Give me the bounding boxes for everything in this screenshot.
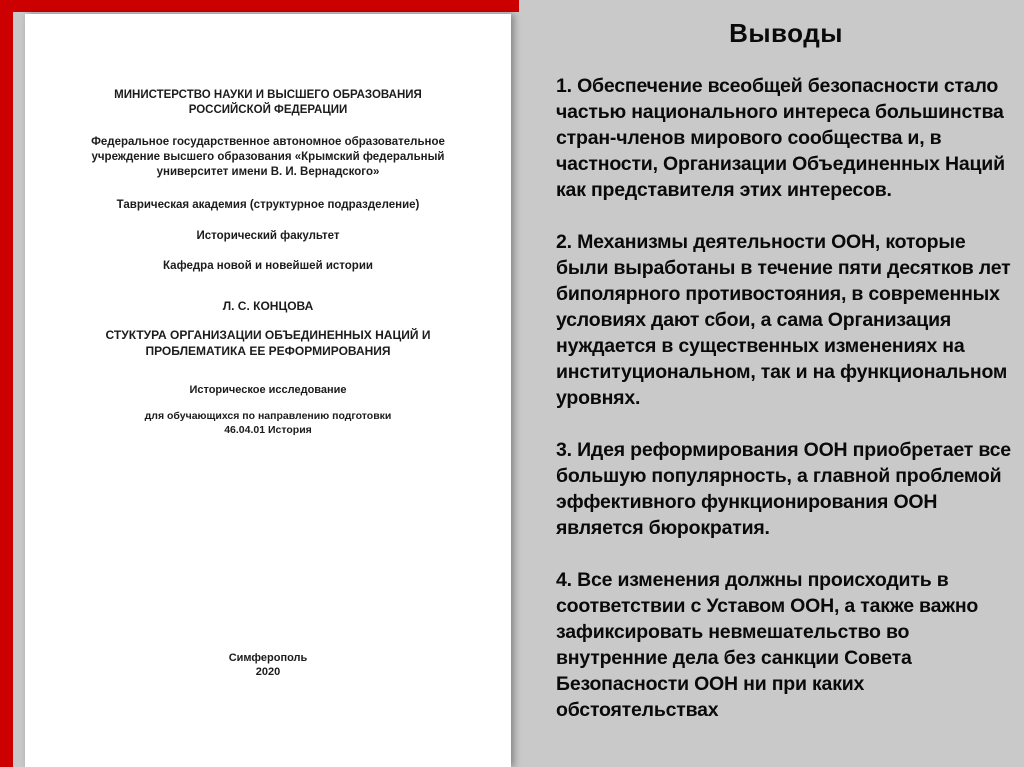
program-line: для обучающихся по направлению подготовки 46.04.01 История bbox=[144, 410, 392, 436]
city-line: Симферополь bbox=[228, 652, 308, 664]
red-left-border bbox=[0, 0, 13, 767]
year-line: 2020 bbox=[255, 666, 281, 678]
conclusion-item-2: 2. Механизмы деятельности ООН, которые были выработаны в течение пяти десятков лет биполярного противостояния, в современных условиях дают сбои, а сама Организация нуждается в существенных изменениях на институциональном, так и на функциональном уровнях. bbox=[556, 231, 1011, 409]
conclusion-item-3: 3. Идея реформирования ООН приобретает все большую популярность, а главной проблемой эффективного функционирования ООН является бюрократия. bbox=[556, 439, 1011, 539]
conclusions-panel bbox=[556, 18, 1016, 749]
author-line: Л. С. КОНЦОВА bbox=[222, 299, 314, 313]
academy-line: Таврическая академия (структурное подразделение) bbox=[116, 199, 420, 211]
conclusions-heading: Выводы bbox=[729, 18, 843, 48]
work-type-line: Историческое исследование bbox=[189, 384, 347, 396]
department-line: Кафедра новой и новейшей истории bbox=[163, 260, 373, 272]
document-title-page bbox=[25, 14, 511, 767]
work-title: СТУКТУРА ОРГАНИЗАЦИИ ОБЪЕДИНЕННЫХ НАЦИЙ И ПРОБЛЕМАТИКА ЕЕ РЕФОРМИРОВАНИЯ bbox=[105, 328, 431, 358]
ministry-line: МИНИСТЕРСТВО НАУКИ И ВЫСШЕГО ОБРАЗОВАНИЯ РОССИЙСКОЙ ФЕДЕРАЦИИ bbox=[114, 89, 422, 116]
conclusion-item-4: 4. Все изменения должны происходить в соответствии с Уставом ООН, а также важно зафиксировать невмешательство во внутренние дела без санкции Совета Безопасности ООН ни при каких обстоятельствах bbox=[556, 569, 979, 721]
institution-line: Федеральное государственное автономное образовательное учреждение высшего образования «Крымский федеральный университет имени В. И. Вернадского» bbox=[91, 136, 445, 178]
faculty-line: Исторический факультет bbox=[196, 230, 340, 242]
red-top-border bbox=[0, 0, 519, 12]
conclusion-item-1: 1. Обеспечение всеобщей безопасности стало частью национального интереса большинства стран-членов мирового сообщества и, в частности, Организации Объединенных Наций как представителя этих интересов. bbox=[556, 75, 1005, 201]
imprint-block bbox=[25, 651, 511, 679]
